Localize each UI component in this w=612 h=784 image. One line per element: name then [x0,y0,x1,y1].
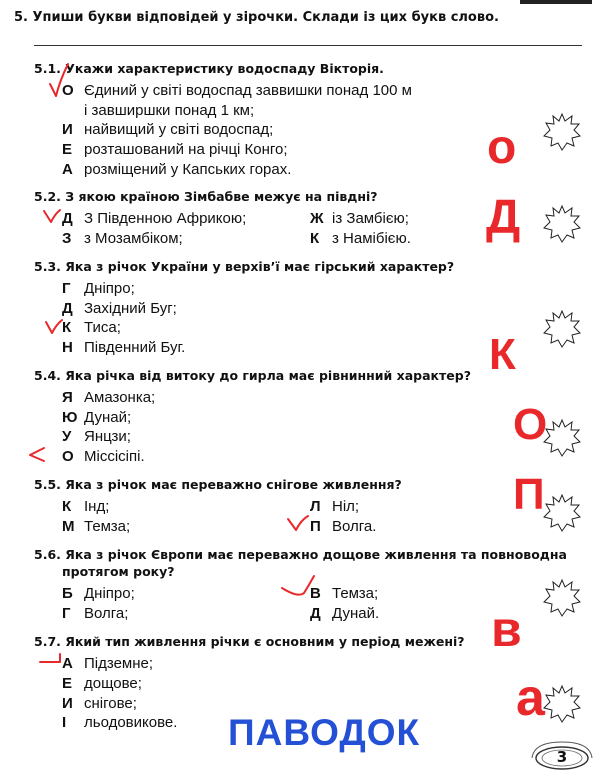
check-mark [40,654,60,662]
page-number [530,738,594,772]
option: І льодовикове. [62,714,178,731]
option: И снігове; [62,695,137,712]
option: Е дощове; [62,675,142,692]
option: Я Амазонка; [62,389,156,406]
option: М Темза; [62,518,131,535]
star-icon [542,112,582,152]
page-number-text: 3 [556,748,568,766]
option: К з Намібією. [310,230,411,247]
option: З з Мозамбіком; [62,230,183,247]
question-title: 5.7. Який тип живлення річки є основним у період межені? [34,634,465,649]
option: Л Ніл; [310,498,360,515]
check-mark [30,448,44,461]
question-title: 5.1. Укажи характеристику водоспаду Вікторія. [34,61,384,76]
answer-letter: О [513,400,548,449]
star-icon [542,684,582,724]
option: И найвищий у світі водоспад; [62,121,274,138]
answer-word: ПАВОДОК [228,712,421,753]
star-icon [542,418,582,458]
question-title: 5.4. Яка річка від витоку до гирла має рівнинний характер? [34,368,471,383]
option: К Тиса; [62,319,121,336]
task-title: 5. Упиши букви відповідей у зірочки. Склади із цих букв слово. [14,10,499,25]
check-mark [288,516,308,530]
answer-letter: К [489,330,516,379]
option: Ж із Замбією; [310,210,409,227]
option: Г Волга; [62,605,129,622]
answer-letter: П [513,470,545,519]
star-icon [542,493,582,533]
question-title: 5.2. З якою країною Зімбабве межує на півдні? [34,189,378,204]
option: Ю Дунай; [62,409,132,426]
star-icon [542,578,582,618]
option: Б Дніпро; [62,585,135,602]
star-icon [542,204,582,244]
answer-letter: в [491,601,522,657]
option: А розміщений у Капських горах. [62,161,292,178]
answer-letter: о [487,121,517,174]
option: О Єдиний у світі водоспад заввишки понад 100 м [62,82,412,99]
top-border [520,0,592,4]
question-title: 5.5. Яка з річок має переважно снігове живлення? [34,477,402,492]
option: Д Дунай. [310,605,380,622]
option: А Підземне; [62,655,154,672]
option: К Інд; [62,498,110,515]
option: В Темза; [310,585,379,602]
check-mark [46,320,62,333]
option: Г Дніпро; [62,280,135,297]
question-title: 5.6. Яка з річок Європи має переважно дощове живлення та повноводна [34,547,567,562]
option: Е розташований на річці Конго; [62,141,288,158]
option: Д З Південною Африкою; [62,210,247,227]
divider [34,45,582,46]
check-mark [44,210,60,222]
question-title-continuation: протягом року? [62,564,175,579]
star-icon [542,309,582,349]
option-continuation: і завширшки понад 1 км; [84,102,255,119]
option: П Волга. [310,518,377,535]
option: Д Західний Буг; [62,300,177,317]
option: У Янцзи; [62,428,131,445]
answer-letter: Д [486,191,521,244]
answer-letter: а [516,669,545,727]
option: Н Південний Буг. [62,339,186,356]
option: О Міссісіпі. [62,448,145,465]
question-title: 5.3. Яка з річок України у верхів’ї має гірський характер? [34,259,455,274]
